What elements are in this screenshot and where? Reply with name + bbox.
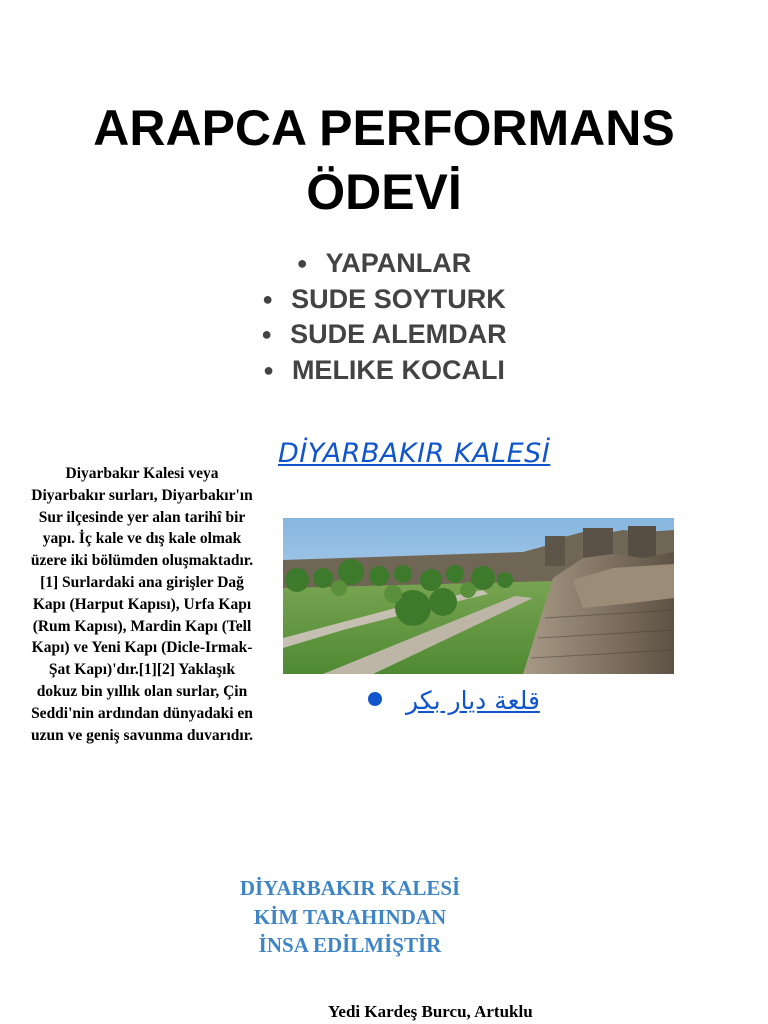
bullet-icon: ● — [262, 288, 274, 309]
question-line-2: KİM TARAHINDAN — [253, 904, 447, 929]
bullet-icon: ● — [296, 253, 308, 273]
author-name: SUDE SOYTURK — [291, 283, 506, 314]
authors-list-item — [0, 317, 768, 353]
description-paragraph: Diyarbakır Kalesi veya Diyarbakır surları, Diyarbakır'ın Sur ilçesinde yer alan tarihî bir yapı. İç kale ve dış kale olmak üzere iki bölümden oluşmaktadır.[1] Surlardaki ana girişler Dağ Kapı (Harput Kapısı), Urfa Kapı (Rum Kapısı), Mardin Kapı (Tell Kapı) ve Yeni Kapı (Dicle-Irmak-Şat Kapı)'dır.[1][2] Yaklaşık dokuz bin yıllık olan surlar, Çin Seddi'nin ardından dünyadaki en uzun ve geniş savunma duvarıdır. — [30, 465, 254, 744]
question-line-1: DİYARBAKIR KALESİ — [239, 876, 461, 900]
author-name: SUDE ALEMDAR — [290, 319, 507, 349]
arabic-title-link[interactable]: قلعة ديار بكر — [406, 686, 540, 715]
title-line-1: ARAPCA PERFORMANS — [93, 100, 675, 156]
subtitle-link[interactable]: DİYARBAKIR KALESİ — [278, 438, 551, 469]
arabic-list-item — [368, 684, 568, 724]
authors-list-item — [0, 246, 768, 282]
authors-list — [0, 246, 768, 388]
author-label: YAPANLAR — [325, 248, 472, 278]
title-line-2: ÖDEVİ — [306, 164, 462, 220]
question-heading — [200, 874, 500, 960]
answer-text: Yedi Kardeş Burcu, Artuklu — [328, 1002, 533, 1021]
document-title — [0, 96, 768, 224]
bullet-icon: ● — [261, 324, 273, 344]
bullet-icon: ● — [263, 359, 274, 380]
author-name: MELIKE KOCALI — [291, 354, 505, 385]
authors-list-item — [0, 353, 768, 389]
question-line-3: İNSA EDİLMİŞTİR — [258, 933, 442, 957]
authors-list-item — [0, 282, 768, 318]
castle-photo — [283, 518, 674, 674]
bullet-icon — [368, 692, 382, 706]
